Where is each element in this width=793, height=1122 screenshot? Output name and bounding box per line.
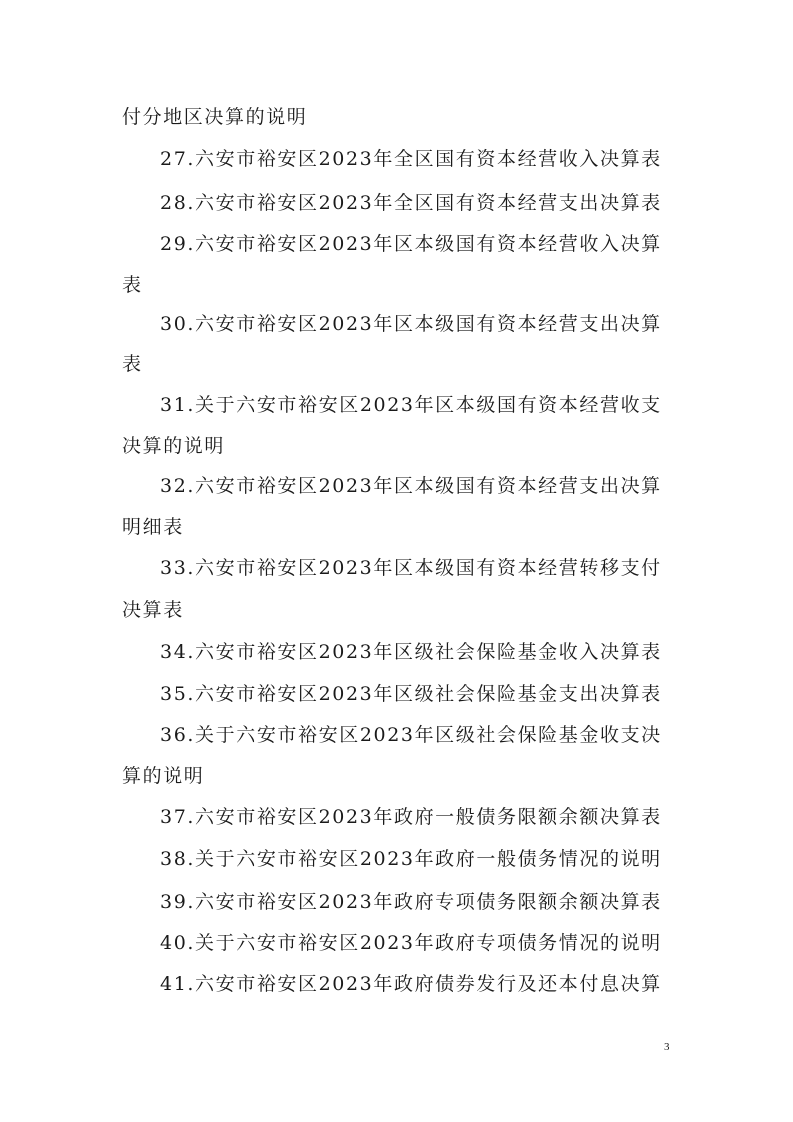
text-line: 明细表 [122,516,184,538]
text-line: 决算表 [122,599,184,621]
text-line: 29.六安市裕安区2023年区本级国有资本经营收入决算 [160,233,662,255]
text-line: 37.六安市裕安区2023年政府一般债务限额余额决算表 [160,806,662,828]
text-line: 算的说明 [122,765,205,787]
text-line: 36.关于六安市裕安区2023年区级社会保险基金收支决 [160,724,662,746]
text-line: 34.六安市裕安区2023年区级社会保险基金收入决算表 [160,641,662,663]
text-line: 30.六安市裕安区2023年区本级国有资本经营支出决算 [160,313,662,335]
text-line: 40.关于六安市裕安区2023年政府专项债务情况的说明 [160,932,662,954]
page-number: 3 [664,1041,670,1053]
text-line: 付分地区决算的说明 [122,106,308,128]
text-line: 35.六安市裕安区2023年区级社会保险基金支出决算表 [160,683,662,705]
text-line: 31.关于六安市裕安区2023年区本级国有资本经营收支 [160,394,662,416]
text-line: 38.关于六安市裕安区2023年政府一般债务情况的说明 [160,848,662,870]
text-line: 表 [122,353,143,375]
text-line: 32.六安市裕安区2023年区本级国有资本经营支出决算 [160,475,662,497]
text-line: 表 [122,274,143,296]
text-line: 33.六安市裕安区2023年区本级国有资本经营转移支付 [160,557,662,579]
text-line: 27.六安市裕安区2023年全区国有资本经营收入决算表 [160,148,662,170]
text-line: 决算的说明 [122,435,226,457]
text-line: 39.六安市裕安区2023年政府专项债务限额余额决算表 [160,891,662,913]
text-line: 28.六安市裕安区2023年全区国有资本经营支出决算表 [160,192,662,214]
text-line: 41.六安市裕安区2023年政府债券发行及还本付息决算 [160,973,662,995]
